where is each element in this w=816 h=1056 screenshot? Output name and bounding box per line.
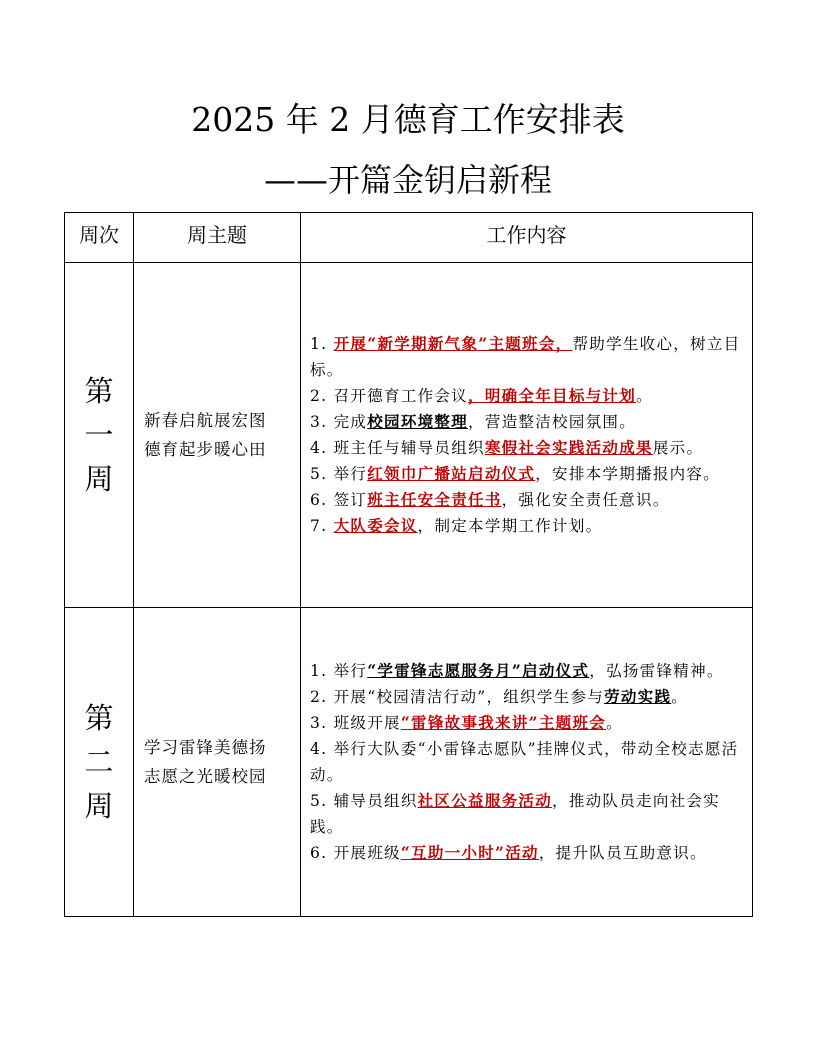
work-item (310, 487, 744, 513)
item-text: ，制定本学期工作计划。 (417, 517, 603, 535)
week-char: 二 (84, 745, 114, 779)
header-content: 工作内容 (301, 213, 753, 263)
theme-line: 学习雷锋美德扬 (144, 738, 267, 757)
week-char: 第 (84, 701, 114, 735)
theme-line: 新春启航展宏图 (144, 411, 267, 430)
item-text: 2. 召开德育工作会议 (310, 387, 469, 405)
work-item (310, 710, 744, 736)
item-text: 5. 举行 (310, 465, 368, 483)
work-item (310, 658, 744, 684)
page-subtitle: ——开篇金钥启新程 (263, 161, 552, 199)
item-text: 1. 举行 (310, 662, 368, 680)
item-highlight: ，明确全年目标与计划 (468, 386, 637, 405)
item-text: 4. 举行大队委“小雷锋志愿队”挂牌仪式，带动全校志愿活动。 (310, 740, 739, 784)
item-highlight: 大队委会议 (333, 516, 418, 535)
item-text: 。 (636, 387, 653, 405)
item-text: ，提升队员互助意识。 (538, 844, 707, 862)
item-text: 6. 签订 (310, 491, 368, 509)
item-text: ，营造整洁校园氛围。 (468, 413, 637, 431)
week-theme (134, 263, 301, 608)
week-char: 周 (84, 789, 114, 823)
item-highlight: “互助一小时”活动 (400, 843, 539, 862)
week-char: 周 (84, 462, 114, 496)
item-highlight: 开展“新学期新气象”主题班会， (333, 334, 573, 353)
work-item (310, 684, 744, 710)
work-content (301, 263, 753, 608)
work-item (310, 736, 744, 788)
work-item (310, 331, 744, 383)
item-text: 3. 完成 (310, 413, 368, 431)
item-text: ，强化安全责任意识。 (501, 491, 670, 509)
week-char: 第 (84, 374, 114, 408)
item-text: 4. 班主任与辅导员组织 (310, 439, 485, 457)
item-text: 帮助学生收心，树立目标。 (310, 335, 741, 379)
item-text: 2. 开展“校园清洁行动”，组织学生参与 (310, 688, 605, 706)
item-text: 。 (671, 688, 689, 706)
work-item (310, 435, 744, 461)
week-label (65, 608, 134, 917)
item-text: 3. 班级开展 (310, 714, 401, 732)
header-row (65, 213, 753, 263)
work-item (310, 513, 744, 539)
week-label (65, 263, 134, 608)
item-text: ，推动队员走向社会实践。 (310, 792, 721, 836)
item-text: 1. (310, 335, 334, 353)
page-title: 2025 年 2 月德育工作安排表 (191, 100, 625, 139)
table-row (65, 263, 753, 608)
work-item (310, 788, 744, 840)
item-text: ，弘扬雷锋精神。 (589, 662, 724, 680)
item-highlight: 红领巾广播站启动仪式 (367, 464, 536, 483)
item-highlight: “学雷锋志愿服务月”启动仪式 (367, 661, 590, 680)
work-item (310, 840, 744, 866)
week-theme (134, 608, 301, 917)
schedule-table (64, 212, 753, 917)
item-highlight: 校园环境整理 (367, 412, 469, 431)
item-highlight: “雷锋故事我来讲”主题班会 (400, 713, 607, 732)
item-text: 7. (310, 517, 334, 535)
work-item (310, 409, 744, 435)
item-highlight: 社区公益服务活动 (417, 791, 553, 810)
item-text: 5. 辅导员组织 (310, 792, 418, 810)
work-item (310, 383, 744, 409)
item-highlight: 班主任安全责任书 (367, 490, 502, 509)
item-text: ，安排本学期播报内容。 (535, 465, 721, 483)
work-item (310, 461, 744, 487)
item-text: 。 (606, 714, 623, 732)
header-theme: 周主题 (134, 213, 301, 263)
header-week: 周次 (65, 213, 134, 263)
theme-line: 德育起步暖心田 (144, 440, 267, 459)
theme-line: 志愿之光暖校园 (144, 767, 267, 786)
table-row (65, 608, 753, 917)
item-highlight: 寒假社会实践活动成果 (484, 438, 653, 457)
work-content (301, 608, 753, 917)
item-text: 6. 开展班级 (310, 844, 401, 862)
item-highlight: 劳动实践 (604, 687, 672, 706)
week-char: 一 (84, 418, 114, 452)
item-text: 展示。 (652, 439, 704, 457)
